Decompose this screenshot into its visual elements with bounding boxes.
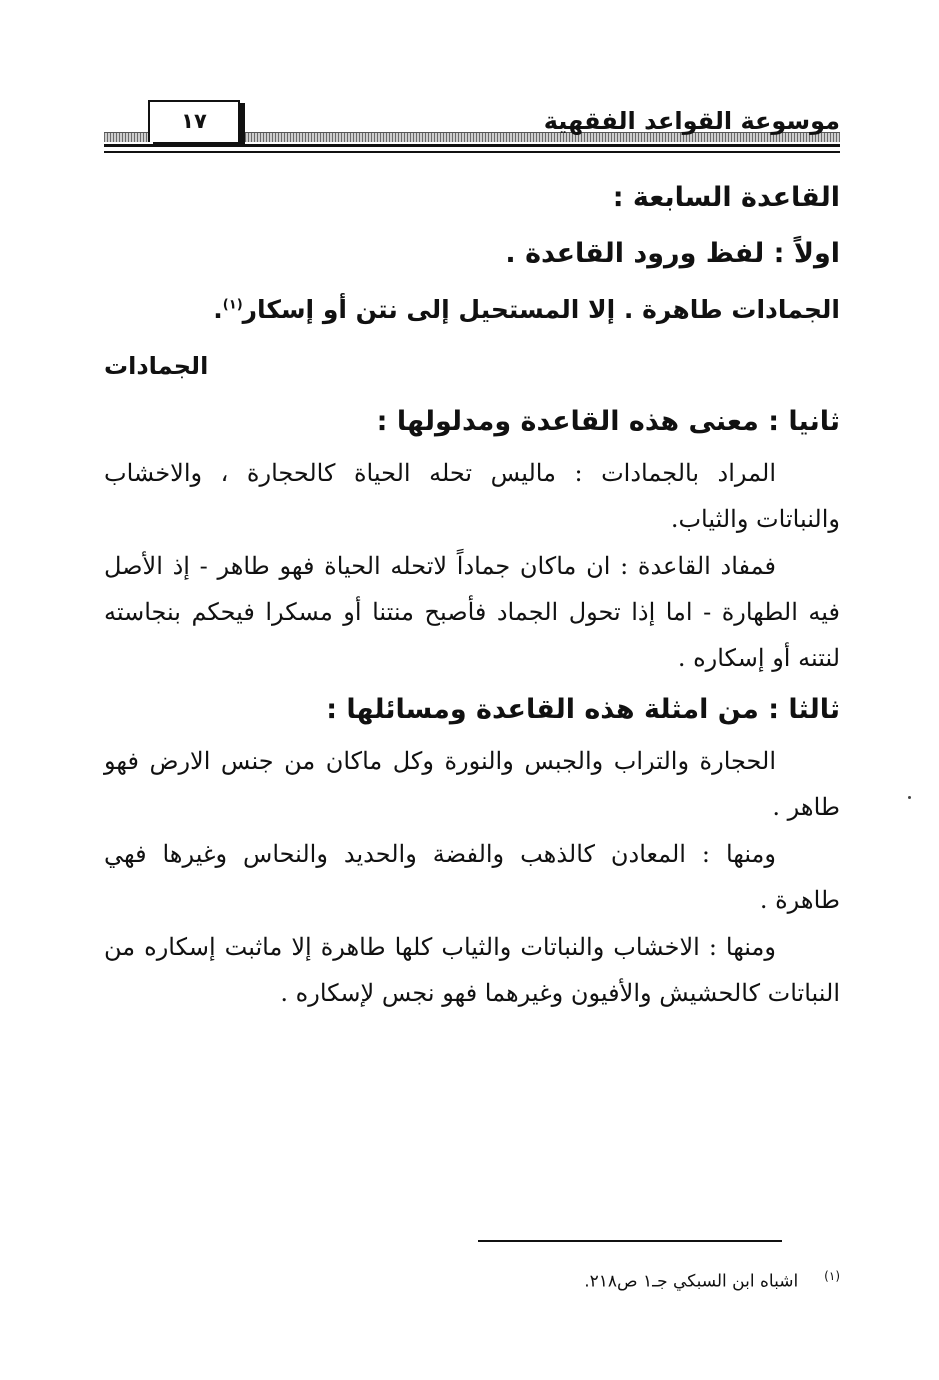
paragraph-definition-text: المراد بالجمادات : ماليس تحله الحياة كالحجارة ، والاخشاب والنباتات والثياب. <box>104 459 840 533</box>
paragraph-definition <box>104 450 840 542</box>
header-rule-thick <box>104 144 840 147</box>
paragraph-meaning-text: فمفاد القاعدة : ان ماكان جماداً لاتحله الحياة فهو طاهر - إذ الأصل فيه الطهارة - اما إذا تحول الجماد فأصبح منتنا أو مسكرا فيحكم بنجاسته لنتنه أو إسكاره . <box>104 552 840 672</box>
footnote-reference[interactable]: (١) <box>222 297 243 313</box>
paragraph-example-2-text: ومنها : المعادن كالذهب والفضة والحديد والنحاس وغيرها فهي طاهرة . <box>104 840 840 914</box>
section-3-heading: ثالثا : من امثلة هذه القاعدة ومسائلها : <box>326 694 840 725</box>
rule-title: القاعدة السابعة : <box>612 182 840 213</box>
paragraph-example-3 <box>104 924 840 1016</box>
paragraph-example-1-text: الحجارة والتراب والجبس والنورة وكل ماكان من جنس الارض فهو طاهر . <box>104 747 840 821</box>
footnote-text: اشباه ابن السبكي جـ١ ص٢١٨. <box>584 1271 799 1292</box>
rule-statement <box>104 282 840 338</box>
rule-statement-text: الجمادات طاهرة . إلا المستحيل إلى نتن أو إسكار <box>242 295 840 324</box>
section-1-heading: اولاً : لفظ ورود القاعدة . <box>505 238 840 269</box>
section-2-heading: ثانيا : معنى هذه القاعدة ومدلولها : <box>376 406 840 437</box>
page-content <box>104 170 840 1017</box>
rule-statement-end: . <box>213 295 223 324</box>
paragraph-meaning <box>104 543 840 681</box>
paragraph-example-1 <box>104 738 840 830</box>
header-rule-thin <box>104 151 840 153</box>
scan-speck <box>908 796 911 799</box>
page-number: ١٧ <box>148 100 240 142</box>
footnote <box>340 1262 840 1296</box>
paragraph-example-3-text: ومنها : الاخشاب والنباتات والثياب كلها طاهرة إلا ماثبت إسكاره من النباتات كالحشيش والأفيون وغيرهما فهو نجس لإسكاره . <box>104 933 840 1007</box>
book-title: موسوعة القواعد الفقهية <box>543 107 840 135</box>
paragraph-example-2 <box>104 831 840 923</box>
keyword-label: الجمادات <box>104 352 209 380</box>
footnote-separator <box>478 1240 782 1242</box>
footnote-marker: (١) <box>824 1269 840 1283</box>
running-header <box>104 100 840 160</box>
